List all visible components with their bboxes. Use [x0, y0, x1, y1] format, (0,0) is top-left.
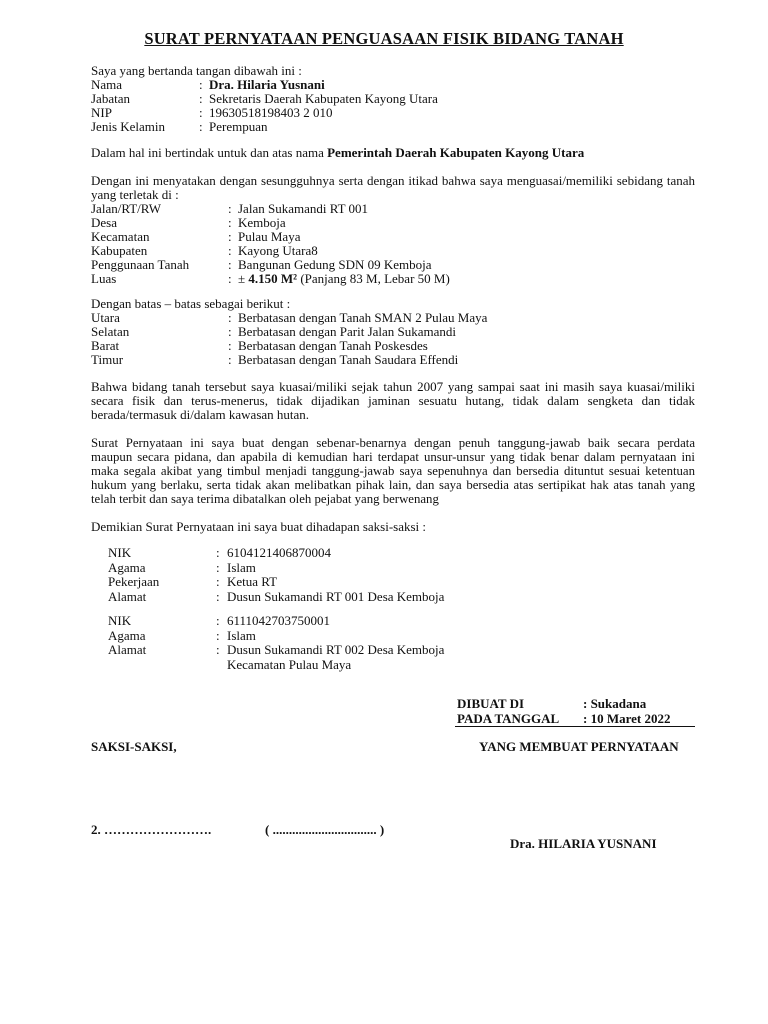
field-label: NIP [91, 105, 112, 120]
field-value: 6111042703750001 [227, 613, 331, 628]
field-value: Islam [227, 559, 256, 575]
field-value: Dusun Sukamandi RT 001 Desa Kemboja [227, 588, 445, 604]
field-label [108, 658, 216, 673]
field-value: 19630518198403 2 010 [209, 105, 333, 120]
witness-1 [108, 546, 444, 604]
border-row [91, 311, 695, 325]
paragraph-line: maupun secara pidana, dan apabila di kemudian hari terdapat unsur-unsur yang tidak benar dalam pernyataan ini [91, 450, 695, 464]
field-label: Alamat [108, 588, 147, 604]
borders-intro: Dengan batas – batas sebagai berikut : [91, 296, 291, 311]
field-label: Pekerjaan [108, 574, 160, 589]
date-divider [455, 726, 695, 727]
field-value: Bangunan Gedung SDN 09 Kemboja [238, 257, 432, 272]
field-separator: : [216, 545, 220, 560]
field-label: Alamat [108, 642, 147, 657]
field-label: Jabatan [91, 91, 130, 106]
field-value: Dusun Sukamandi RT 002 Desa Kemboja [227, 642, 445, 657]
field-label: NIK [108, 613, 132, 628]
witness-signature-line: 2. ……………………. [91, 822, 212, 837]
declarant-row [91, 92, 695, 106]
date-row [457, 712, 670, 727]
witnesses-heading: SAKSI-SAKSI, [91, 739, 177, 754]
field-value: 6104121406870004 [227, 545, 331, 560]
land-row [91, 230, 695, 244]
date-value: : 10 Maret 2022 [583, 711, 671, 726]
land-row [91, 244, 695, 258]
field-value: Berbatasan dengan Parit Jalan Sukamandi [238, 324, 457, 339]
field-label: Utara [91, 310, 120, 325]
land-row [91, 216, 695, 230]
paragraph-line: Surat Pernyataan ini saya buat dengan sebenar-benarnya dengan penuh tanggung-jawab baik secara perdata [91, 436, 695, 450]
land-area-row [91, 272, 695, 286]
land-section [91, 174, 695, 286]
field-separator: : [228, 229, 232, 244]
field-separator: : [228, 271, 232, 286]
witness-row [108, 590, 444, 605]
declarant-row [91, 78, 695, 92]
field-label: NIK [108, 545, 132, 560]
paragraph-line: telah terbit dan saya terima dibatalkan oleh pejabat yang berwenang [91, 492, 439, 506]
witness-row [108, 546, 444, 561]
declarant-section [91, 64, 695, 134]
field-separator: : [216, 613, 220, 628]
area-detail: (Panjang 83 M, Lebar 50 M) [297, 271, 450, 286]
area-prefix: ± [238, 271, 249, 286]
date-label: PADA TANGGAL [457, 711, 560, 726]
field-label: Kabupaten [91, 243, 148, 258]
field-value: Berbatasan dengan Tanah Saudara Effendi [238, 352, 459, 367]
field-label: Timur [91, 352, 124, 367]
field-label: Jalan/RT/RW [91, 201, 161, 216]
witness-name-placeholder: ( ................................ ) [265, 822, 385, 837]
field-separator: : [228, 338, 232, 353]
field-value: Berbatasan dengan Tanah SMAN 2 Pulau Maya [238, 310, 488, 325]
field-label: Agama [108, 627, 146, 643]
field-separator [216, 658, 227, 673]
place-row [457, 697, 670, 712]
paragraph-line: hukum yang berlaku, serta tidak akan melibatkan pihak lain, dan saya bersedia atas sertipikat hak atas tanah yang [91, 478, 695, 492]
field-value: Kecamatan Pulau Maya [227, 656, 352, 672]
signer-name: Dra. HILARIA YUSNANI [510, 836, 657, 851]
acting-statement [91, 146, 695, 160]
field-label: Desa [91, 215, 117, 230]
witness-row [108, 561, 444, 576]
field-label: Kecamatan [91, 229, 150, 244]
witness-intro: Demikian Surat Pernyataan ini saya buat dihadapan saksi-saksi : [91, 519, 427, 534]
area-value: 4.150 M² [248, 271, 298, 286]
place-label: DIBUAT DI [457, 696, 525, 711]
field-label: Jenis Kelamin [91, 119, 166, 134]
field-value [238, 272, 450, 286]
field-value: Pulau Maya [238, 229, 301, 244]
responsibility-paragraph [91, 436, 695, 506]
field-separator: : [199, 91, 203, 106]
field-separator: : [216, 642, 220, 657]
statement-text: Dengan ini menyatakan dengan sesungguhnya serta dengan itikad bahwa saya menguasai/memiliki sebidang tanah yang terletak di : [91, 173, 695, 202]
paragraph-line: berada/termasuk di/dalam kawasan hutan. [91, 407, 310, 422]
document-title: SURAT PERNYATAAN PENGUASAAN FISIK BIDANG TANAH [144, 29, 624, 48]
field-separator: : [199, 105, 203, 120]
field-value: Kayong Utara8 [238, 243, 318, 258]
field-separator: : [228, 215, 232, 230]
field-label: Barat [91, 338, 120, 353]
field-label: Luas [91, 271, 117, 286]
declarant-row [91, 106, 695, 120]
field-separator: : [216, 588, 220, 604]
place-value: : Sukadana [583, 696, 647, 711]
field-separator: : [228, 324, 232, 339]
land-row [91, 202, 695, 216]
intro-text: Saya yang bertanda tangan dibawah ini : [91, 63, 302, 78]
border-row [91, 339, 695, 353]
field-label: Penggunaan Tanah [91, 257, 190, 272]
field-separator: : [216, 574, 220, 589]
field-separator: : [228, 352, 232, 367]
field-separator: : [228, 310, 232, 325]
acting-prefix: Dalam hal ini bertindak untuk dan atas nama [91, 145, 328, 160]
field-value: Islam [227, 627, 256, 643]
field-label: Selatan [91, 324, 130, 339]
witness-row [108, 629, 444, 644]
witness-row [108, 643, 444, 658]
place-date-block [457, 697, 670, 727]
witness-row [108, 658, 444, 673]
field-separator: : [199, 77, 203, 92]
field-label: Agama [108, 559, 146, 575]
ownership-paragraph [91, 380, 695, 422]
paragraph-line: maka segala akibat yang timbul menjadi tanggung-jawab saya sepenuhnya dan bersedia dituntut sesuai ketentuan [91, 464, 695, 478]
field-value: Kemboja [238, 215, 286, 230]
field-separator: : [199, 119, 203, 134]
field-separator: : [228, 243, 232, 258]
field-separator: : [228, 257, 232, 272]
field-separator: : [216, 627, 220, 643]
field-separator: : [228, 201, 232, 216]
field-value: Jalan Sukamandi RT 001 [238, 201, 369, 216]
field-value: Sekretaris Daerah Kabupaten Kayong Utara [209, 91, 438, 106]
witness-2 [108, 614, 444, 672]
field-value: Perempuan [209, 119, 268, 134]
field-separator: : [216, 559, 220, 575]
witness-row [108, 614, 444, 629]
paragraph-line: secara fisik dan terus-menerus, tidak dijadikan jaminan sesuatu hutang, tidak dalam sengketa dan tidak [91, 393, 695, 408]
border-row [91, 325, 695, 339]
field-label: Nama [91, 77, 123, 92]
acting-entity: Pemerintah Daerah Kabupaten Kayong Utara [327, 145, 585, 160]
paragraph-line: Bahwa bidang tanah tersebut saya kuasai/miliki sejak tahun 2007 yang sampai saat ini masih saya kuasai/miliki [91, 379, 695, 394]
field-value: Ketua RT [227, 574, 278, 589]
borders-section [91, 297, 695, 367]
witness-row [108, 575, 444, 590]
land-row [91, 258, 695, 272]
field-value: Berbatasan dengan Tanah Poskesdes [238, 338, 428, 353]
declarant-row [91, 120, 695, 134]
maker-heading: YANG MEMBUAT PERNYATAAN [479, 739, 679, 754]
field-value: Dra. Hilaria Yusnani [209, 77, 325, 92]
border-row [91, 353, 695, 367]
